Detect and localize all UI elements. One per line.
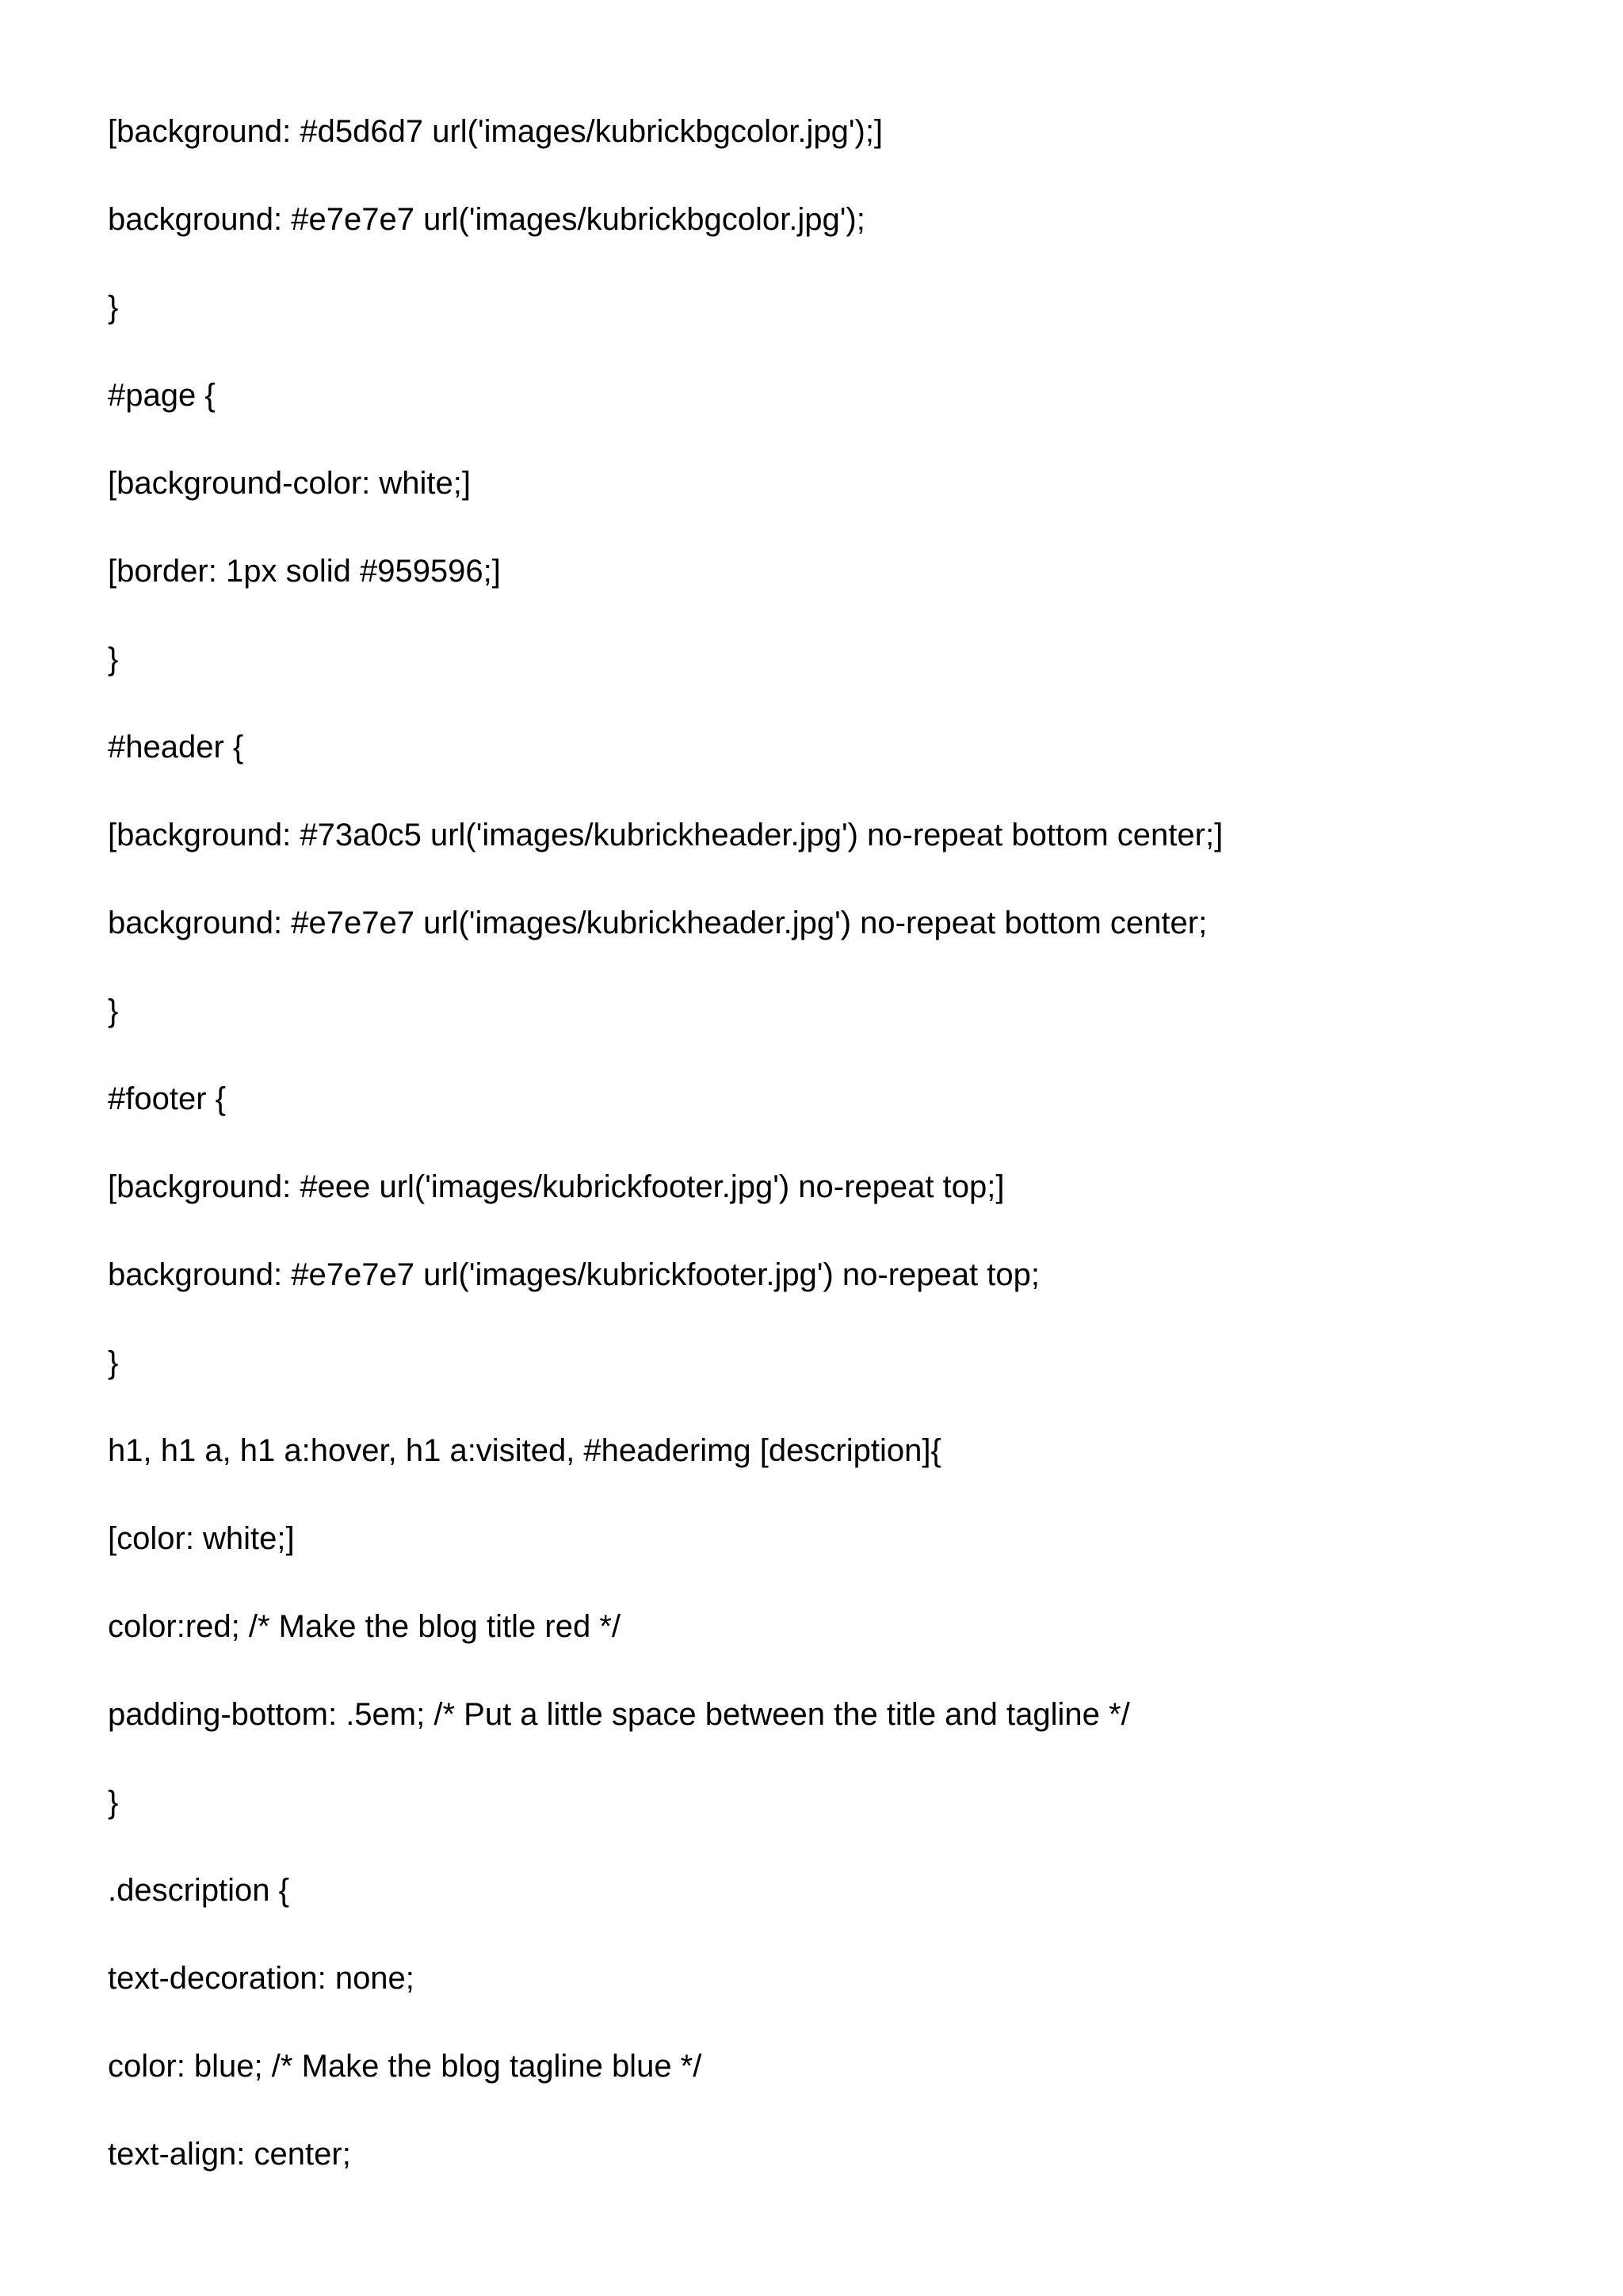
code-line: }	[108, 994, 119, 1028]
code-line: text-decoration: none;	[108, 1961, 414, 1996]
code-line: [color: white;]	[108, 1521, 295, 1556]
code-line: [background: #eee url('images/kubrickfooter.jpg') no-repeat top;]	[108, 1169, 1005, 1204]
code-line: }	[108, 1785, 119, 1820]
code-line: text-align: center;	[108, 2137, 351, 2172]
code-line: #page {	[108, 378, 216, 413]
code-line: }	[108, 1345, 119, 1380]
code-line: [border: 1px solid #959596;]	[108, 554, 501, 589]
code-line: background: #e7e7e7 url('images/kubrickfooter.jpg') no-repeat top;	[108, 1257, 1040, 1292]
code-line: background: #e7e7e7 url('images/kubrickheader.jpg') no-repeat bottom center;	[108, 906, 1208, 940]
code-line: color: blue; /* Make the blog tagline blue */	[108, 2049, 702, 2084]
code-line: h1, h1 a, h1 a:hover, h1 a:visited, #headerimg [description]{	[108, 1433, 941, 1468]
code-line: #footer {	[108, 1081, 227, 1116]
code-line: }	[108, 290, 119, 325]
code-line: [background-color: white;]	[108, 466, 472, 501]
code-line: background: #e7e7e7 url('images/kubrickbgcolor.jpg');	[108, 202, 865, 237]
code-line: #header {	[108, 730, 244, 765]
code-line: [background: #d5d6d7 url('images/kubrickbgcolor.jpg');]	[108, 114, 884, 149]
code-line: .description {	[108, 1873, 290, 1908]
code-line: }	[108, 642, 119, 677]
code-line: color:red; /* Make the blog title red */	[108, 1609, 621, 1644]
code-line: padding-bottom: .5em; /* Put a little space between the title and tagline */	[108, 1697, 1130, 1732]
code-line: [background: #73a0c5 url('images/kubrickheader.jpg') no-repeat bottom center;]	[108, 818, 1224, 852]
